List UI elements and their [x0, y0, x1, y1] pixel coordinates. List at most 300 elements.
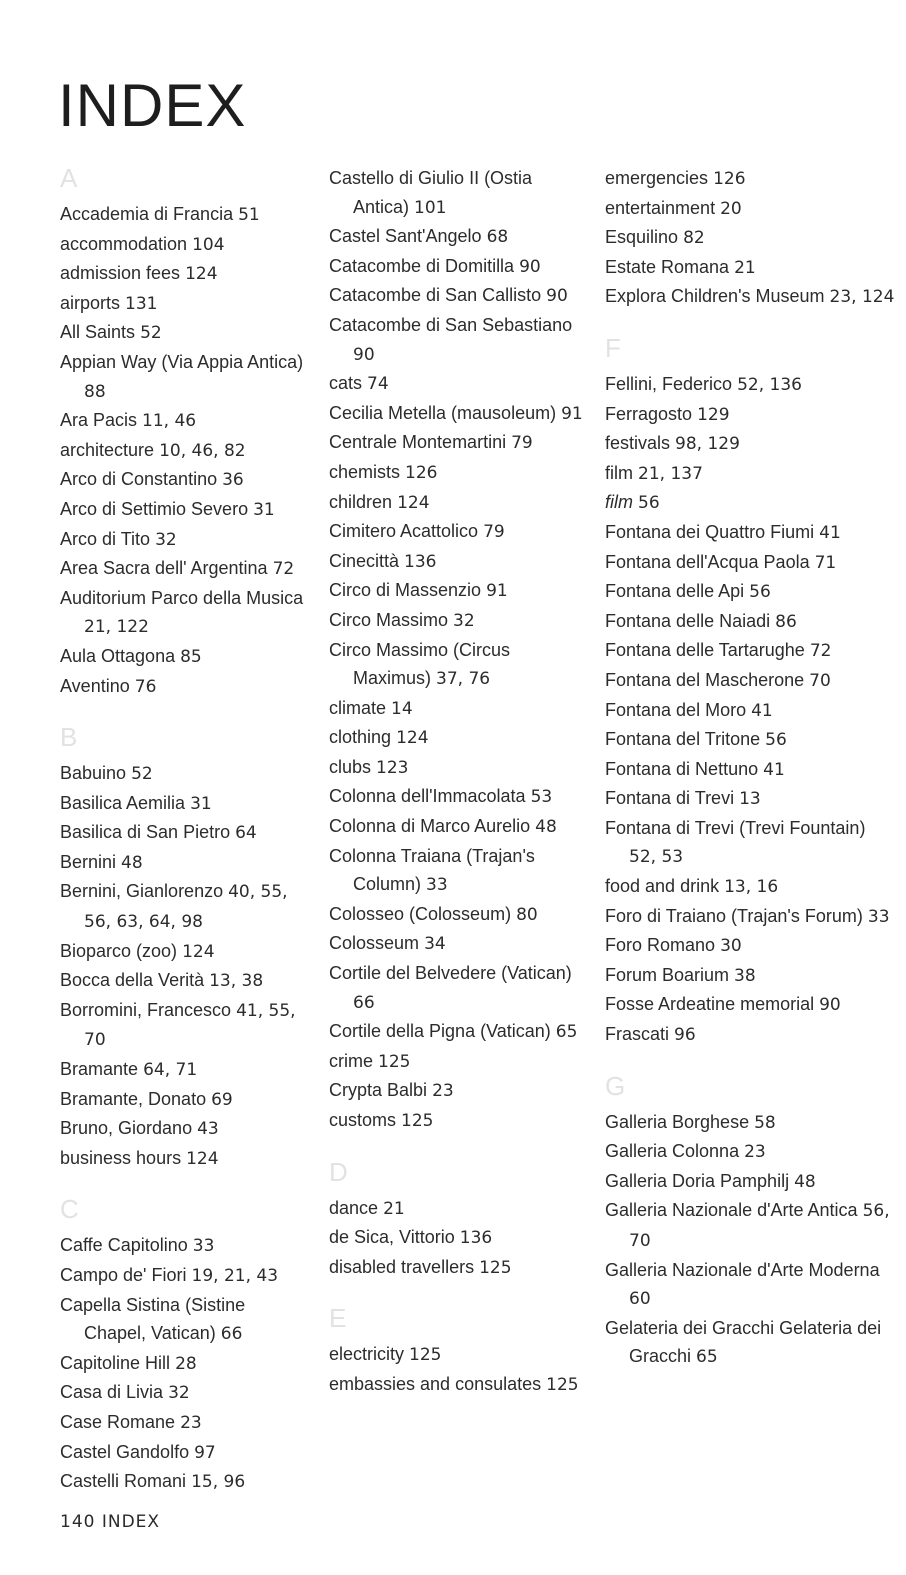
entry-term: business hours — [60, 1147, 182, 1168]
entry-term: Bernini, Gianlorenzo — [60, 881, 224, 902]
entry-pages: 71 — [814, 552, 837, 573]
index-entry — [605, 577, 895, 607]
index-entry — [60, 1261, 310, 1291]
index-entry — [605, 518, 895, 548]
entry-term: Colosseum — [329, 933, 420, 954]
index-entry — [605, 400, 895, 430]
index-entry — [605, 607, 895, 637]
section-letter: E — [329, 1303, 347, 1334]
index-group — [605, 312, 895, 1050]
index-entry — [60, 1144, 310, 1174]
entry-pages: 48 — [535, 817, 557, 838]
index-entry — [329, 458, 591, 488]
entry-term: Arco di Constantino — [60, 469, 218, 490]
section-letter: C — [60, 1194, 79, 1225]
entry-pages: 37, 76 — [436, 669, 491, 690]
entry-pages: 33 — [192, 1236, 215, 1257]
entry-term: Fellini, Federico — [605, 373, 733, 394]
index-entry — [605, 488, 895, 518]
entry-pages: 56 — [749, 582, 771, 603]
entry-term: customs — [329, 1110, 397, 1130]
entry-term: admission fees — [60, 263, 181, 284]
index-entry — [329, 812, 591, 842]
entry-term: electricity — [329, 1344, 405, 1365]
entry-pages: 96 — [674, 1025, 696, 1046]
entry-term: clubs — [329, 756, 372, 777]
index-entry — [329, 753, 591, 783]
index-entry — [60, 495, 310, 525]
entry-term: film — [605, 462, 633, 483]
index-entry — [60, 1291, 310, 1349]
index-entry — [60, 966, 310, 996]
index-entry — [329, 399, 591, 429]
entry-term: embassies and consulates — [329, 1373, 542, 1394]
entry-pages: 97 — [194, 1442, 216, 1463]
entry-pages: 34 — [424, 934, 446, 955]
entry-term: Fosse Ardeatine memorial — [605, 994, 815, 1015]
entry-term: Catacombe di Domitilla — [329, 255, 515, 276]
entry-term: Cimitero Acattolico — [329, 521, 479, 542]
index-entry — [329, 547, 591, 577]
entry-pages: 82 — [683, 228, 705, 249]
entry-term: All Saints — [60, 322, 136, 343]
entry-term: Caffe Capitolino — [60, 1235, 188, 1256]
entry-pages: 85 — [180, 646, 202, 667]
index-column-2 — [329, 164, 591, 1400]
entry-term: Cortile del Belvedere (Vatican) — [329, 963, 572, 984]
entry-term: Accademia di Francia — [60, 204, 234, 224]
entry-term: Bruno, Giordano — [60, 1118, 193, 1139]
index-column-3 — [605, 164, 895, 1372]
index-entry — [329, 1047, 591, 1077]
entry-pages: 129 — [697, 404, 730, 425]
entry-pages: 23, 124 — [829, 287, 895, 308]
entry-term: Foro Romano — [605, 935, 716, 956]
index-entry — [605, 636, 895, 666]
index-entry — [605, 1167, 895, 1197]
index-entry — [329, 1223, 591, 1253]
index-entry — [60, 525, 310, 555]
entry-pages: 90 — [353, 344, 375, 365]
index-entry — [329, 723, 591, 753]
index-entry — [60, 1349, 310, 1379]
entry-term: Casa di Livia — [60, 1382, 164, 1403]
index-entry — [329, 576, 591, 606]
entry-term: Colosseo (Colosseum) — [329, 903, 512, 924]
index-entry — [329, 900, 591, 930]
entry-term: Galleria Colonna — [605, 1141, 740, 1162]
entry-term: Catacombe di San Callisto — [329, 285, 542, 306]
index-entry — [605, 814, 895, 872]
group-spacer — [329, 1282, 591, 1304]
index-entry — [329, 488, 591, 518]
entry-pages: 76 — [134, 676, 157, 697]
index-entry — [60, 1378, 310, 1408]
entry-pages: 19, 21, 43 — [191, 1266, 279, 1286]
entry-pages: 14 — [391, 698, 413, 719]
index-entry — [605, 194, 895, 224]
index-entry — [60, 1231, 310, 1261]
entry-pages: 136 — [459, 1228, 493, 1249]
entry-term: Capella Sistina (Sistine Chapel, Vatican) — [60, 1294, 246, 1344]
entry-pages: 65 — [555, 1022, 578, 1043]
entry-pages: 33 — [867, 906, 890, 927]
entry-pages: 126 — [405, 462, 438, 483]
page-footer: 140 INDEX — [60, 1512, 161, 1532]
entry-term: Galleria Doria Pamphilj — [605, 1170, 790, 1191]
entry-pages: 64, 71 — [143, 1060, 198, 1081]
entry-pages: 90 — [546, 286, 568, 307]
entry-term: Basilica Aemilia — [60, 792, 186, 813]
index-entry — [605, 1020, 895, 1050]
entry-pages: 125 — [479, 1257, 512, 1278]
entry-pages: 21, 137 — [638, 463, 703, 484]
entry-term: Borromini, Francesco — [60, 999, 232, 1020]
entry-term: Galleria Nazionale d'Arte Antica — [605, 1200, 858, 1221]
entry-pages: 10, 46, 82 — [159, 440, 246, 461]
entry-pages: 31 — [190, 793, 212, 814]
index-entry — [60, 818, 310, 848]
entry-pages: 66 — [353, 992, 375, 1013]
entry-pages: 13, 16 — [724, 877, 779, 898]
index-entry — [60, 1085, 310, 1115]
index-column-1 — [60, 164, 310, 1497]
index-entry — [329, 517, 591, 547]
entry-term: crime — [329, 1050, 373, 1071]
index-entry — [60, 465, 310, 495]
index-entry — [329, 1076, 591, 1106]
group-spacer — [605, 312, 895, 334]
entry-pages: 124 — [186, 1148, 219, 1169]
index-entry — [60, 759, 310, 789]
entry-list — [60, 1231, 310, 1496]
index-entry — [605, 164, 895, 194]
entry-pages: 21 — [383, 1198, 405, 1219]
index-entry — [329, 782, 591, 812]
entry-term: Fontana delle Api — [605, 581, 745, 602]
entry-pages: 23 — [180, 1412, 202, 1433]
entry-list — [605, 164, 895, 312]
entry-pages: 104 — [192, 234, 225, 255]
entry-term: Ferragosto — [605, 403, 693, 424]
entry-term: accommodation — [60, 233, 188, 254]
index-entry — [60, 348, 310, 406]
entry-term: Galleria Borghese — [605, 1111, 750, 1132]
entry-pages: 79 — [511, 433, 533, 454]
group-spacer — [60, 701, 310, 723]
entry-pages: 80 — [516, 904, 538, 925]
index-entry — [60, 877, 310, 936]
index-entry — [605, 872, 895, 902]
entry-pages: 32 — [453, 610, 475, 631]
group-spacer — [329, 1136, 591, 1158]
entry-pages: 90 — [519, 256, 541, 277]
entry-pages: 125 — [546, 1374, 579, 1395]
entry-term: Circo Massimo — [329, 609, 449, 630]
index-entry — [605, 961, 895, 991]
entry-term: Centrale Montemartini — [329, 432, 507, 453]
entry-pages: 41 — [763, 759, 785, 780]
entry-pages: 52, 136 — [737, 374, 802, 395]
entry-pages: 126 — [713, 169, 746, 189]
index-entry — [60, 200, 310, 230]
entry-pages: 56 — [638, 493, 660, 514]
entry-term: Crypta Balbi — [329, 1080, 428, 1101]
entry-term: de Sica, Vittorio — [329, 1227, 455, 1248]
index-entry — [329, 1370, 591, 1400]
entry-pages: 51 — [238, 205, 260, 225]
entry-term: Fontana di Trevi — [605, 788, 735, 809]
section-letter: G — [605, 1070, 626, 1101]
entry-pages: 41, 55, 70 — [84, 1000, 296, 1051]
entry-term: Campo de' Fiori — [60, 1265, 187, 1285]
section-letter: D — [329, 1156, 348, 1187]
entry-term: Castello di Giulio II (Ostia Antica) — [329, 168, 533, 217]
index-entry — [60, 789, 310, 819]
index-entry — [605, 1137, 895, 1167]
entry-pages: 125 — [401, 1111, 434, 1131]
index-entry — [60, 1467, 310, 1497]
index-entry — [605, 429, 895, 459]
entry-term: Fontana delle Tartarughe — [605, 640, 805, 661]
entry-pages: 124 — [182, 941, 215, 962]
index-entry — [329, 606, 591, 636]
entry-pages: 32 — [168, 1383, 190, 1404]
entry-term: Castelli Romani — [60, 1471, 187, 1492]
entry-list — [329, 164, 591, 1136]
entry-term: Castel Gandolfo — [60, 1441, 190, 1462]
index-entry — [60, 642, 310, 672]
entry-term: architecture — [60, 439, 155, 460]
entry-term: clothing — [329, 727, 392, 748]
entry-pages: 98, 129 — [675, 434, 740, 455]
entry-pages: 13, 38 — [209, 971, 264, 992]
section-letter: A — [60, 163, 78, 193]
entry-term: Fontana di Trevi (Trevi Fountain) — [605, 817, 866, 838]
entry-term: Frascati — [605, 1024, 670, 1045]
entry-pages: 23 — [744, 1142, 766, 1163]
entry-term: film — [605, 492, 633, 513]
index-entry — [60, 1438, 310, 1468]
entry-pages: 124 — [397, 492, 430, 513]
entry-term: entertainment — [605, 197, 716, 218]
index-entry — [60, 584, 310, 642]
index-entry — [60, 406, 310, 436]
index-entry — [605, 459, 895, 489]
entry-term: Arco di Settimio Severo — [60, 498, 249, 519]
index-group — [60, 164, 310, 701]
index-entry — [605, 666, 895, 696]
entry-pages: 131 — [125, 293, 158, 314]
entry-term: Appian Way (Via Appia Antica) — [60, 351, 304, 372]
index-entry — [329, 842, 591, 900]
entry-pages: 69 — [211, 1089, 233, 1110]
entry-pages: 70 — [809, 670, 831, 691]
index-entry — [605, 548, 895, 578]
entry-pages: 40, 55, 56, 63, 64, 98 — [84, 882, 288, 933]
entry-term: Fontana delle Naiadi — [605, 610, 771, 631]
entry-term: Catacombe di San Sebastiano — [329, 314, 573, 335]
entry-term: Colonna dell'Immacolata — [329, 786, 526, 807]
index-entry — [329, 1106, 591, 1136]
index-entry — [605, 931, 895, 961]
index-entry — [60, 1408, 310, 1438]
entry-list — [329, 1194, 591, 1283]
entry-term: Foro di Traiano (Trajan's Forum) — [605, 905, 863, 926]
index-entry — [329, 1253, 591, 1283]
entry-pages: 68 — [486, 227, 509, 248]
entry-pages: 38 — [734, 965, 756, 986]
entry-term: Circo Massimo (Circus Maximus) — [329, 639, 511, 689]
entry-pages: 86 — [775, 611, 797, 632]
index-entry — [605, 725, 895, 755]
entry-pages: 30 — [720, 936, 742, 957]
index-entry — [329, 929, 591, 959]
index-entry — [605, 282, 895, 312]
entry-term: disabled travellers — [329, 1256, 475, 1277]
entry-term: cats — [329, 373, 363, 394]
index-entry — [329, 164, 591, 222]
group-spacer — [605, 1050, 895, 1072]
index-entry — [60, 436, 310, 466]
group-spacer — [60, 1173, 310, 1195]
index-entry — [60, 1114, 310, 1144]
entry-pages: 79 — [483, 522, 505, 543]
index-entry — [60, 259, 310, 289]
entry-term: Aventino — [60, 675, 130, 696]
entry-term: Bernini — [60, 851, 117, 872]
index-entry — [329, 1340, 591, 1370]
index-entry — [60, 289, 310, 319]
entry-pages: 64 — [235, 823, 257, 844]
entry-pages: 56, 70 — [629, 1201, 890, 1251]
entry-term: Babuino — [60, 763, 127, 784]
entry-term: Auditorium Parco della Musica — [60, 587, 304, 608]
entry-pages: 52 — [131, 764, 153, 785]
index-entry — [60, 554, 310, 584]
index-entry — [60, 230, 310, 260]
entry-pages: 41 — [751, 700, 773, 721]
entry-term: Fontana dei Quattro Fiumi — [605, 521, 815, 542]
entry-pages: 43 — [197, 1119, 219, 1140]
entry-pages: 36 — [222, 470, 244, 491]
entry-pages: 11, 46 — [142, 411, 197, 432]
entry-pages: 123 — [376, 757, 409, 778]
entry-term: Forum Boarium — [605, 964, 730, 985]
index-group — [605, 164, 895, 312]
index-entry — [60, 937, 310, 967]
entry-term: chemists — [329, 461, 401, 482]
index-group — [60, 701, 310, 1173]
index-group — [60, 1173, 310, 1496]
section-letter: B — [60, 722, 78, 753]
entry-pages: 91 — [561, 403, 583, 424]
entry-pages: 72 — [809, 641, 832, 662]
index-entry — [329, 959, 591, 1017]
index-entry — [60, 318, 310, 348]
index-entry — [60, 1055, 310, 1085]
index-entry — [60, 996, 310, 1055]
entry-list — [605, 370, 895, 1050]
entry-pages: 48 — [794, 1171, 816, 1192]
section-letter: F — [605, 332, 621, 363]
index-entry — [60, 848, 310, 878]
index-entry — [605, 1256, 895, 1314]
entry-term: children — [329, 491, 393, 512]
entry-pages: 41 — [819, 522, 841, 543]
index-entry — [605, 990, 895, 1020]
entry-pages: 56 — [765, 730, 787, 751]
entry-term: Ara Pacis — [60, 410, 138, 431]
entry-term: Cortile della Pigna (Vatican) — [329, 1021, 551, 1042]
entry-term: food and drink — [605, 876, 720, 897]
index-entry — [605, 755, 895, 785]
index-entry — [329, 369, 591, 399]
entry-term: Bioparco (zoo) — [60, 940, 178, 961]
entry-pages: 58 — [754, 1112, 776, 1133]
index-entry — [329, 311, 591, 369]
entry-term: Galleria Nazionale d'Arte Moderna — [605, 1259, 880, 1280]
entry-term: Colonna Traiana (Trajan's Column) — [329, 845, 535, 895]
index-entry — [605, 370, 895, 400]
entry-pages: 91 — [486, 581, 508, 602]
entry-term: Cecilia Metella (mausoleum) — [329, 402, 557, 423]
index-entry — [605, 1108, 895, 1138]
entry-term: Capitoline Hill — [60, 1352, 171, 1373]
entry-term: Area Sacra dell' Argentina — [60, 558, 268, 579]
index-entry — [329, 1017, 591, 1047]
entry-term: Castel Sant'Angelo — [329, 226, 482, 247]
entry-pages: 65 — [696, 1347, 718, 1368]
entry-term: Circo di Massenzio — [329, 580, 482, 601]
index-entry — [605, 223, 895, 253]
index-entry — [605, 253, 895, 283]
entry-pages: 72 — [272, 559, 295, 580]
entry-pages: 74 — [367, 374, 389, 395]
index-entry — [605, 1196, 895, 1255]
entry-term: Cinecittà — [329, 550, 400, 571]
entry-pages: 23 — [432, 1081, 454, 1102]
entry-pages: 48 — [121, 852, 143, 873]
entry-pages: 33 — [426, 875, 448, 896]
page-title: INDEX — [58, 72, 247, 139]
entry-term: Gelateria dei Gracchi Gelateria dei Gracchi — [605, 1317, 882, 1367]
entry-pages: 13 — [739, 789, 761, 810]
entry-term: Fontana del Moro — [605, 699, 747, 720]
index-entry — [329, 252, 591, 282]
entry-term: Bramante — [60, 1059, 139, 1080]
entry-pages: 124 — [185, 264, 218, 285]
entry-pages: 125 — [378, 1051, 411, 1072]
entry-term: Bramante, Donato — [60, 1088, 207, 1109]
entry-pages: 31 — [253, 499, 275, 520]
entry-term: Fontana dell'Acqua Paola — [605, 551, 810, 572]
entry-pages: 21, 122 — [84, 617, 149, 638]
entry-list — [60, 759, 310, 1173]
entry-pages: 101 — [414, 197, 447, 218]
entry-term: Colonna di Marco Aurelio — [329, 816, 531, 837]
entry-term: Explora Children's Museum — [605, 286, 825, 307]
entry-term: Fontana di Nettuno — [605, 758, 759, 779]
index-entry — [605, 902, 895, 932]
entry-term: Aula Ottagona — [60, 645, 176, 666]
index-entry — [329, 222, 591, 252]
entry-term: emergencies — [605, 168, 709, 188]
entry-pages: 52 — [140, 323, 162, 344]
entry-term: Esquilino — [605, 227, 679, 248]
entry-term: festivals — [605, 433, 671, 454]
entry-pages: 21 — [734, 257, 756, 278]
